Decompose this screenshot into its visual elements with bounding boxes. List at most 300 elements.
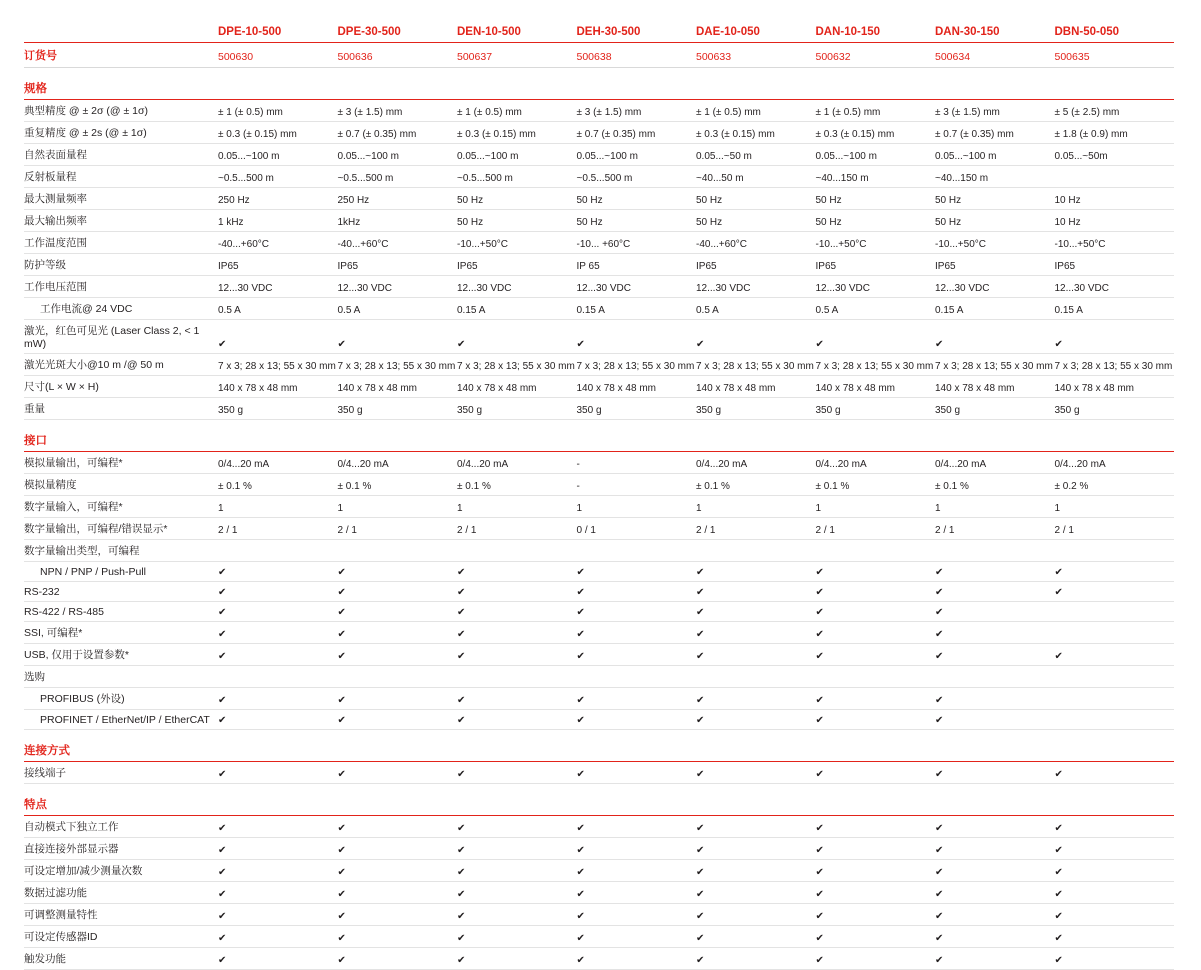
column-header-6: DAN-30-150 — [935, 18, 1055, 43]
table-row — [24, 762, 1174, 784]
check-icon: ✔ — [815, 955, 824, 966]
check-icon: ✔ — [337, 845, 346, 856]
row-value-1-7-4 — [696, 602, 816, 622]
row-value-1-12-3 — [577, 710, 697, 730]
check-icon: ✔ — [337, 911, 346, 922]
row-label-1-6: RS-232 — [24, 582, 218, 602]
row-value-0-2-7: 0.05...~50m — [1055, 144, 1175, 166]
row-value-1-4-1 — [338, 540, 458, 562]
row-value-1-6-0 — [218, 582, 338, 602]
check-icon: ✔ — [218, 867, 227, 878]
check-icon: ✔ — [576, 651, 585, 662]
check-icon: ✔ — [337, 651, 346, 662]
table-row — [24, 666, 1174, 688]
check-icon: ✔ — [337, 715, 346, 726]
row-value-1-8-6 — [935, 622, 1055, 644]
row-value-0-7-1: IP65 — [338, 254, 458, 276]
row-value-1-11-5 — [816, 688, 936, 710]
row-value-0-2-4: 0.05...~50 m — [696, 144, 816, 166]
row-value-1-10-5 — [816, 666, 936, 688]
table-row — [24, 540, 1174, 562]
row-value-1-4-2 — [457, 540, 577, 562]
row-value-0-0-1: ± 3 (± 1.5) mm — [338, 100, 458, 122]
row-value-3-2-2 — [457, 860, 577, 882]
check-icon: ✔ — [935, 651, 944, 662]
row-value-1-0-4: 0/4...20 mA — [696, 452, 816, 474]
check-icon: ✔ — [457, 567, 466, 578]
row-value-3-3-4 — [696, 882, 816, 904]
row-value-1-9-5 — [816, 644, 936, 666]
row-value-0-10-4 — [696, 320, 816, 354]
row-value-0-2-1: 0.05...~100 m — [338, 144, 458, 166]
row-value-0-9-0: 0.5 A — [218, 298, 338, 320]
row-value-1-10-1 — [338, 666, 458, 688]
row-value-3-3-7 — [1055, 882, 1175, 904]
table-row — [24, 298, 1174, 320]
check-icon: ✔ — [696, 629, 705, 640]
row-value-0-3-6: ~40...150 m — [935, 166, 1055, 188]
row-value-1-0-5: 0/4...20 mA — [816, 452, 936, 474]
row-value-1-12-6 — [935, 710, 1055, 730]
row-value-0-7-0: IP65 — [218, 254, 338, 276]
row-value-0-0-0: ± 1 (± 0.5) mm — [218, 100, 338, 122]
row-label-3-0: 自动模式下独立工作 — [24, 816, 218, 838]
check-icon: ✔ — [935, 769, 944, 780]
check-icon: ✔ — [1054, 955, 1063, 966]
check-icon: ✔ — [815, 823, 824, 834]
row-value-1-0-2: 0/4...20 mA — [457, 452, 577, 474]
row-value-1-3-1: 2 / 1 — [338, 518, 458, 540]
row-value-0-8-4: 12...30 VDC — [696, 276, 816, 298]
row-value-3-2-3 — [577, 860, 697, 882]
check-icon: ✔ — [576, 567, 585, 578]
check-icon: ✔ — [696, 769, 705, 780]
row-value-3-0-0 — [218, 816, 338, 838]
row-value-1-6-5 — [816, 582, 936, 602]
check-icon: ✔ — [696, 567, 705, 578]
table-row — [24, 926, 1174, 948]
check-icon: ✔ — [576, 769, 585, 780]
row-label-1-5: NPN / PNP / Push-Pull — [24, 562, 218, 582]
section-header-row — [24, 68, 1174, 100]
order-number-value-0: 500630 — [218, 43, 338, 68]
row-value-0-3-2: ~0.5...500 m — [457, 166, 577, 188]
row-label-3-3: 数据过滤功能 — [24, 882, 218, 904]
row-value-0-7-6: IP65 — [935, 254, 1055, 276]
row-label-1-0: 模拟量输出，可编程* — [24, 452, 218, 474]
row-value-1-2-1: 1 — [338, 496, 458, 518]
column-header-5: DAN-10-150 — [816, 18, 936, 43]
row-value-1-9-0 — [218, 644, 338, 666]
row-value-0-6-6: -10...+50°C — [935, 232, 1055, 254]
check-icon: ✔ — [218, 911, 227, 922]
specification-table — [24, 18, 1174, 970]
row-value-3-0-1 — [338, 816, 458, 838]
row-value-0-3-7 — [1055, 166, 1175, 188]
row-value-1-7-0 — [218, 602, 338, 622]
section-header-spacer-5 — [816, 420, 936, 452]
row-value-0-6-5: -10...+50°C — [816, 232, 936, 254]
section-header-spacer-2 — [457, 784, 577, 816]
row-value-3-4-4 — [696, 904, 816, 926]
row-value-0-8-5: 12...30 VDC — [816, 276, 936, 298]
row-value-3-6-6 — [935, 948, 1055, 970]
row-label-0-7: 防护等级 — [24, 254, 218, 276]
check-icon: ✔ — [218, 889, 227, 900]
row-value-0-9-7: 0.15 A — [1055, 298, 1175, 320]
check-icon: ✔ — [935, 867, 944, 878]
row-value-1-11-7 — [1055, 688, 1175, 710]
row-label-1-1: 模拟量精度 — [24, 474, 218, 496]
check-icon: ✔ — [815, 715, 824, 726]
check-icon: ✔ — [815, 867, 824, 878]
row-value-3-4-1 — [338, 904, 458, 926]
row-value-0-10-6 — [935, 320, 1055, 354]
row-value-3-0-5 — [816, 816, 936, 838]
row-value-0-13-2: 350 g — [457, 398, 577, 420]
row-label-1-3: 数字量输出，可编程/错误显示* — [24, 518, 218, 540]
row-value-0-12-5: 140 x 78 x 48 mm — [816, 376, 936, 398]
row-value-2-0-5 — [816, 762, 936, 784]
row-value-1-8-7 — [1055, 622, 1175, 644]
row-value-0-6-2: -10...+50°C — [457, 232, 577, 254]
row-value-3-5-3 — [577, 926, 697, 948]
section-header-spacer-2 — [457, 730, 577, 762]
row-value-3-5-6 — [935, 926, 1055, 948]
row-value-3-6-3 — [577, 948, 697, 970]
section-header-spacer-1 — [338, 420, 458, 452]
row-value-1-0-1: 0/4...20 mA — [338, 452, 458, 474]
row-value-1-6-1 — [338, 582, 458, 602]
row-value-0-7-2: IP65 — [457, 254, 577, 276]
column-header-7: DBN-50-050 — [1055, 18, 1175, 43]
row-value-1-0-3: - — [577, 452, 697, 474]
row-value-1-12-0 — [218, 710, 338, 730]
check-icon: ✔ — [576, 607, 585, 618]
table-row — [24, 644, 1174, 666]
row-value-1-2-7: 1 — [1055, 496, 1175, 518]
row-value-3-2-1 — [338, 860, 458, 882]
row-value-0-12-1: 140 x 78 x 48 mm — [338, 376, 458, 398]
section-header-spacer-3 — [577, 68, 697, 100]
row-value-1-5-1 — [338, 562, 458, 582]
row-value-1-3-2: 2 / 1 — [457, 518, 577, 540]
row-value-1-3-7: 2 / 1 — [1055, 518, 1175, 540]
row-label-1-7: RS-422 / RS-485 — [24, 602, 218, 622]
check-icon: ✔ — [935, 695, 944, 706]
section-header-row — [24, 730, 1174, 762]
row-value-1-2-4: 1 — [696, 496, 816, 518]
check-icon: ✔ — [457, 845, 466, 856]
row-value-0-3-0: ~0.5...500 m — [218, 166, 338, 188]
row-value-0-5-6: 50 Hz — [935, 210, 1055, 232]
check-icon: ✔ — [337, 567, 346, 578]
table-row — [24, 452, 1174, 474]
row-value-0-10-0 — [218, 320, 338, 354]
row-value-1-10-4 — [696, 666, 816, 688]
check-icon: ✔ — [935, 567, 944, 578]
check-icon: ✔ — [815, 651, 824, 662]
row-value-3-2-4 — [696, 860, 816, 882]
row-value-3-3-0 — [218, 882, 338, 904]
row-value-1-3-5: 2 / 1 — [816, 518, 936, 540]
row-value-3-6-7 — [1055, 948, 1175, 970]
table-row — [24, 904, 1174, 926]
section-header-spacer-4 — [696, 784, 816, 816]
check-icon: ✔ — [576, 911, 585, 922]
check-icon: ✔ — [815, 339, 824, 350]
check-icon: ✔ — [696, 607, 705, 618]
check-icon: ✔ — [1054, 651, 1063, 662]
row-value-0-5-3: 50 Hz — [577, 210, 697, 232]
check-icon: ✔ — [696, 845, 705, 856]
row-value-1-5-5 — [816, 562, 936, 582]
row-value-3-0-7 — [1055, 816, 1175, 838]
row-value-1-3-4: 2 / 1 — [696, 518, 816, 540]
row-value-0-9-2: 0.15 A — [457, 298, 577, 320]
section-title-0: 规格 — [24, 68, 218, 100]
row-value-1-1-6: ± 0.1 % — [935, 474, 1055, 496]
order-number-row — [24, 43, 1174, 68]
row-value-0-13-5: 350 g — [816, 398, 936, 420]
section-header-spacer-3 — [577, 420, 697, 452]
row-value-0-11-0: 7 x 3; 28 x 13; 55 x 30 mm — [218, 354, 338, 376]
check-icon: ✔ — [576, 867, 585, 878]
row-value-3-2-6 — [935, 860, 1055, 882]
row-value-0-12-3: 140 x 78 x 48 mm — [577, 376, 697, 398]
check-icon: ✔ — [457, 889, 466, 900]
row-value-0-0-7: ± 5 (± 2.5) mm — [1055, 100, 1175, 122]
section-header-spacer-0 — [218, 730, 338, 762]
row-value-1-11-1 — [338, 688, 458, 710]
row-label-0-10: 激光，红色可见光 (Laser Class 2, < 1 mW) — [24, 320, 218, 354]
table-header-row — [24, 18, 1174, 43]
row-value-0-10-7 — [1055, 320, 1175, 354]
row-value-1-0-7: 0/4...20 mA — [1055, 452, 1175, 474]
check-icon: ✔ — [576, 629, 585, 640]
check-icon: ✔ — [457, 867, 466, 878]
column-header-1: DPE-30-500 — [338, 18, 458, 43]
row-value-3-6-0 — [218, 948, 338, 970]
table-row — [24, 882, 1174, 904]
section-header-spacer-5 — [816, 68, 936, 100]
row-value-3-4-2 — [457, 904, 577, 926]
row-value-1-12-1 — [338, 710, 458, 730]
section-title-3: 特点 — [24, 784, 218, 816]
row-value-1-7-3 — [577, 602, 697, 622]
row-value-3-3-1 — [338, 882, 458, 904]
row-value-1-6-4 — [696, 582, 816, 602]
table-row — [24, 210, 1174, 232]
row-value-2-0-4 — [696, 762, 816, 784]
row-value-1-10-3 — [577, 666, 697, 688]
row-label-0-3: 反射板量程 — [24, 166, 218, 188]
row-value-1-3-6: 2 / 1 — [935, 518, 1055, 540]
row-value-1-4-5 — [816, 540, 936, 562]
check-icon: ✔ — [935, 933, 944, 944]
check-icon: ✔ — [815, 911, 824, 922]
row-value-0-9-3: 0.15 A — [577, 298, 697, 320]
check-icon: ✔ — [1054, 567, 1063, 578]
row-value-0-4-7: 10 Hz — [1055, 188, 1175, 210]
row-value-3-3-6 — [935, 882, 1055, 904]
check-icon: ✔ — [337, 339, 346, 350]
check-icon: ✔ — [457, 629, 466, 640]
row-value-0-11-3: 7 x 3; 28 x 13; 55 x 30 mm — [577, 354, 697, 376]
row-value-0-2-3: 0.05...~100 m — [577, 144, 697, 166]
row-value-0-5-5: 50 Hz — [816, 210, 936, 232]
row-value-1-8-2 — [457, 622, 577, 644]
row-value-0-6-1: -40...+60°C — [338, 232, 458, 254]
check-icon: ✔ — [576, 933, 585, 944]
section-header-spacer-4 — [696, 730, 816, 762]
row-value-3-5-4 — [696, 926, 816, 948]
check-icon: ✔ — [576, 715, 585, 726]
row-value-1-12-2 — [457, 710, 577, 730]
row-value-0-6-0: -40...+60°C — [218, 232, 338, 254]
check-icon: ✔ — [815, 629, 824, 640]
check-icon: ✔ — [337, 955, 346, 966]
check-icon: ✔ — [457, 339, 466, 350]
row-value-2-0-6 — [935, 762, 1055, 784]
check-icon: ✔ — [815, 845, 824, 856]
row-value-3-2-5 — [816, 860, 936, 882]
check-icon: ✔ — [815, 587, 824, 598]
check-icon: ✔ — [218, 695, 227, 706]
check-icon: ✔ — [815, 769, 824, 780]
row-value-1-5-6 — [935, 562, 1055, 582]
row-label-1-4: 数字量输出类型，可编程 — [24, 540, 218, 562]
section-header-spacer-1 — [338, 68, 458, 100]
table-row — [24, 100, 1174, 122]
check-icon: ✔ — [696, 889, 705, 900]
row-value-0-12-4: 140 x 78 x 48 mm — [696, 376, 816, 398]
section-header-spacer-7 — [1055, 784, 1175, 816]
row-value-1-7-6 — [935, 602, 1055, 622]
row-value-1-0-0: 0/4...20 mA — [218, 452, 338, 474]
check-icon: ✔ — [457, 823, 466, 834]
row-value-0-5-0: 1 kHz — [218, 210, 338, 232]
section-header-spacer-7 — [1055, 420, 1175, 452]
row-value-0-8-2: 12...30 VDC — [457, 276, 577, 298]
table-row — [24, 354, 1174, 376]
check-icon: ✔ — [1054, 933, 1063, 944]
section-header-spacer-6 — [935, 730, 1055, 762]
check-icon: ✔ — [935, 587, 944, 598]
row-value-0-10-1 — [338, 320, 458, 354]
row-value-1-10-0 — [218, 666, 338, 688]
row-value-0-2-6: 0.05...~100 m — [935, 144, 1055, 166]
section-header-spacer-6 — [935, 68, 1055, 100]
check-icon: ✔ — [457, 933, 466, 944]
row-value-1-1-3: - — [577, 474, 697, 496]
row-label-0-6: 工作温度范围 — [24, 232, 218, 254]
table-row — [24, 474, 1174, 496]
section-header-spacer-7 — [1055, 730, 1175, 762]
row-value-0-4-0: 250 Hz — [218, 188, 338, 210]
row-label-1-12: PROFINET / EtherNet/IP / EtherCAT — [24, 710, 218, 730]
check-icon: ✔ — [218, 607, 227, 618]
section-header-spacer-1 — [338, 730, 458, 762]
table-row — [24, 376, 1174, 398]
row-value-1-2-2: 1 — [457, 496, 577, 518]
check-icon: ✔ — [1054, 911, 1063, 922]
row-value-1-4-0 — [218, 540, 338, 562]
check-icon: ✔ — [457, 651, 466, 662]
row-value-1-8-0 — [218, 622, 338, 644]
row-label-0-11: 激光光斑大小@10 m /@ 50 m — [24, 354, 218, 376]
check-icon: ✔ — [218, 845, 227, 856]
row-value-3-4-7 — [1055, 904, 1175, 926]
table-row — [24, 122, 1174, 144]
row-value-1-11-2 — [457, 688, 577, 710]
table-row — [24, 710, 1174, 730]
row-value-0-4-5: 50 Hz — [816, 188, 936, 210]
section-header-spacer-4 — [696, 420, 816, 452]
table-row — [24, 948, 1174, 970]
check-icon: ✔ — [935, 911, 944, 922]
check-icon: ✔ — [1054, 339, 1063, 350]
check-icon: ✔ — [935, 339, 944, 350]
check-icon: ✔ — [935, 955, 944, 966]
row-value-0-4-4: 50 Hz — [696, 188, 816, 210]
table-row — [24, 688, 1174, 710]
row-value-0-12-7: 140 x 78 x 48 mm — [1055, 376, 1175, 398]
row-value-0-13-3: 350 g — [577, 398, 697, 420]
row-value-1-9-3 — [577, 644, 697, 666]
row-value-0-13-1: 350 g — [338, 398, 458, 420]
check-icon: ✔ — [218, 587, 227, 598]
row-value-0-10-2 — [457, 320, 577, 354]
order-number-value-1: 500636 — [338, 43, 458, 68]
check-icon: ✔ — [576, 823, 585, 834]
check-icon: ✔ — [457, 715, 466, 726]
section-header-row — [24, 420, 1174, 452]
order-number-value-3: 500638 — [577, 43, 697, 68]
row-value-1-4-3 — [577, 540, 697, 562]
row-value-0-0-5: ± 1 (± 0.5) mm — [816, 100, 936, 122]
check-icon: ✔ — [935, 845, 944, 856]
row-label-1-10: 选购 — [24, 666, 218, 688]
row-value-1-2-5: 1 — [816, 496, 936, 518]
row-value-1-2-3: 1 — [577, 496, 697, 518]
section-header-spacer-6 — [935, 420, 1055, 452]
check-icon: ✔ — [815, 607, 824, 618]
row-value-1-9-1 — [338, 644, 458, 666]
check-icon: ✔ — [337, 587, 346, 598]
column-header-0: DPE-10-500 — [218, 18, 338, 43]
table-row — [24, 276, 1174, 298]
row-value-3-6-5 — [816, 948, 936, 970]
row-value-1-1-7: ± 0.2 % — [1055, 474, 1175, 496]
row-label-0-13: 重量 — [24, 398, 218, 420]
check-icon: ✔ — [1054, 769, 1063, 780]
table-row — [24, 232, 1174, 254]
check-icon: ✔ — [457, 911, 466, 922]
row-value-1-2-6: 1 — [935, 496, 1055, 518]
section-title-1: 接口 — [24, 420, 218, 452]
row-value-0-11-2: 7 x 3; 28 x 13; 55 x 30 mm — [457, 354, 577, 376]
check-icon: ✔ — [337, 695, 346, 706]
check-icon: ✔ — [337, 629, 346, 640]
row-value-0-12-2: 140 x 78 x 48 mm — [457, 376, 577, 398]
row-value-1-10-6 — [935, 666, 1055, 688]
section-header-spacer-1 — [338, 784, 458, 816]
row-label-0-0: 典型精度 @ ± 2σ (@ ± 1σ) — [24, 100, 218, 122]
check-icon: ✔ — [935, 607, 944, 618]
row-value-0-2-5: 0.05...~100 m — [816, 144, 936, 166]
row-value-0-2-2: 0.05...~100 m — [457, 144, 577, 166]
